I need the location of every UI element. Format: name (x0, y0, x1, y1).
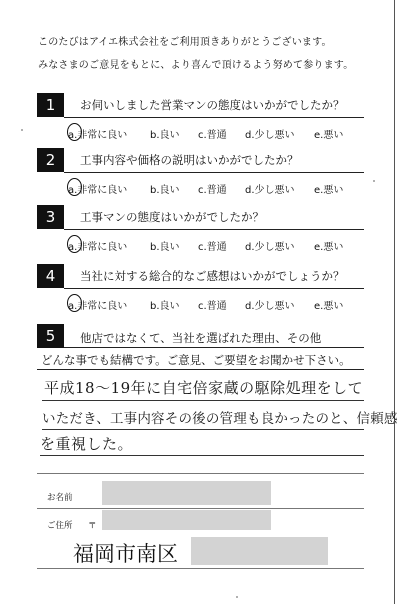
q1-option-b[interactable]: b.良い (150, 130, 180, 141)
question-1-text: お伺いしました営業マンの態度はいかがでしたか？ (80, 98, 345, 112)
scan-speck (21, 129, 23, 131)
q3-option-c[interactable]: c.普通 (198, 242, 227, 253)
q1-option-d[interactable]: d.少し悪い (245, 130, 295, 141)
q4-option-e[interactable]: e.悪い (314, 301, 344, 312)
page-edge-line (394, 0, 395, 604)
q3-option-d[interactable]: d.少し悪い (245, 242, 295, 253)
address-rule (37, 568, 364, 569)
q1-option-e[interactable]: e.悪い (314, 130, 344, 141)
selected-circle-mark (67, 123, 82, 141)
name-label: お名前 (47, 493, 73, 503)
comment-rule-1 (42, 400, 364, 401)
q2-option-e[interactable]: e.悪い (314, 185, 344, 196)
q4-option-b[interactable]: b.良い (150, 301, 180, 312)
question-5-number: 5 (37, 324, 64, 348)
address-redaction (191, 537, 328, 565)
question-4-number: 4 (37, 264, 64, 288)
customer-section-top-rule (37, 473, 364, 474)
question-2-number: 2 (37, 148, 64, 172)
selected-circle-mark (67, 294, 82, 312)
comment-line-2: いただき、工事内容その後の管理も良かったのと、信頼感 (42, 411, 398, 427)
address-label: ご住所 (47, 521, 73, 531)
comment-line-1: 平成18～19年に自宅倍家蔵の駆除処理をして (44, 379, 364, 397)
name-redaction (102, 481, 271, 505)
selected-circle-mark (67, 178, 82, 196)
question-4-rule (64, 288, 364, 289)
address-handwritten: 福岡市南区 (73, 542, 178, 566)
comment-line-3: を重視した。 (40, 435, 134, 453)
q3-option-e[interactable]: e.悪い (314, 242, 344, 253)
scan-speck (236, 596, 238, 598)
question-5-rule-2 (37, 369, 364, 370)
question-3-number: 3 (37, 205, 64, 229)
q2-option-c[interactable]: c.普通 (198, 185, 227, 196)
q3-option-a[interactable]: a.非常に良い (68, 238, 127, 253)
question-2-text: 工事内容や価格の説明はいかがでしたか？ (80, 153, 299, 167)
postal-redaction (102, 510, 271, 530)
question-4-text: 当社に対する総合的なご感想はいかがでしょうか？ (80, 269, 345, 283)
question-5-rule-1 (64, 347, 364, 348)
question-5-text: 他店ではなくて、当社を選ばれた理由、その他 (80, 331, 322, 345)
intro-line-2: みなさまのご意見をもとに、より喜んで頂けるよう努めて参ります。 (38, 60, 354, 71)
selected-circle-mark (67, 235, 82, 253)
question-1-number: 1 (37, 93, 64, 117)
q2-option-b[interactable]: b.良い (150, 185, 180, 196)
q2-option-a[interactable]: a.非常に良い (68, 181, 127, 196)
name-rule (37, 508, 364, 509)
question-5-text-2: どんな事でも結構です。ご意見、ご要望をお聞かせ下さい。 (41, 353, 351, 367)
q3-option-b[interactable]: b.良い (150, 242, 180, 253)
postal-mark: 〒 (88, 521, 97, 531)
q2-option-d[interactable]: d.少し悪い (245, 185, 295, 196)
q1-option-a[interactable]: a.非常に良い (68, 126, 127, 141)
scan-speck (373, 180, 375, 182)
comment-rule-2 (42, 429, 364, 430)
question-1-rule (64, 117, 364, 118)
q1-option-c[interactable]: c.普通 (198, 130, 227, 141)
question-3-text: 工事マンの態度はいかがでしたか？ (80, 210, 264, 224)
question-2-rule (64, 172, 364, 173)
question-3-rule (64, 229, 364, 230)
q4-option-a[interactable]: a.非常に良い (68, 297, 127, 312)
q4-option-d[interactable]: d.少し悪い (245, 301, 295, 312)
q4-option-c[interactable]: c.普通 (198, 301, 227, 312)
comment-rule-3 (40, 455, 364, 456)
intro-line-1: このたびはアイエ株式会社をご利用頂きありがとうございます。 (38, 37, 332, 48)
